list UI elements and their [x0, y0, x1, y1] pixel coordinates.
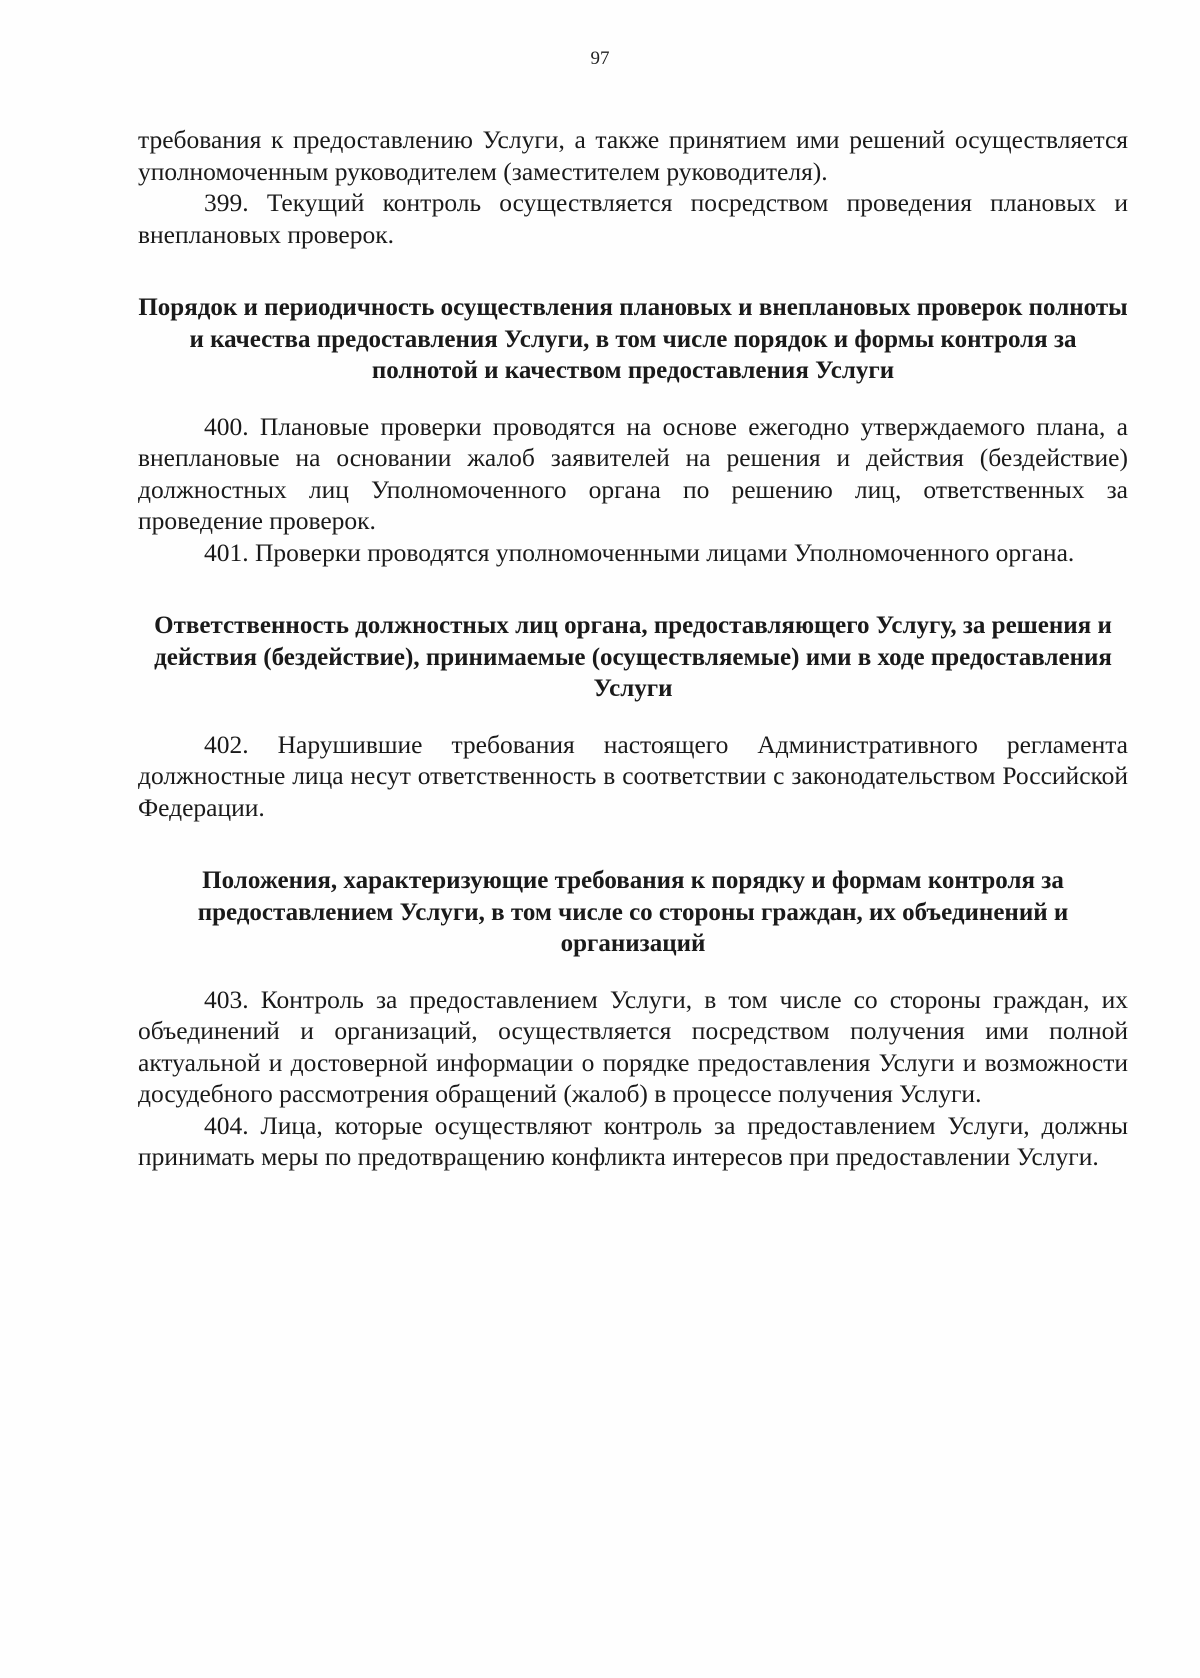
section-heading-inspections: Порядок и периодичность осуществления плановых и внеплановых проверок полноты и качества предоставления Услуги, в том числе порядок и формы контроля за полнотой и качеством предоставления Услуги: [138, 294, 1128, 384]
spacer: [138, 960, 1128, 984]
page-number: 97: [590, 48, 610, 69]
paragraph-402: 402. Нарушившие требования настоящего Административного регламента должностные лица несут ответственность в соответствии с законодательством Российской Федерации.: [138, 729, 1128, 822]
spacer: [138, 705, 1128, 729]
spacer: [138, 568, 1128, 610]
document-body: [138, 124, 1128, 1173]
paragraph-401: 401. Проверки проводятся уполномоченными лицами Уполномоченного органа.: [204, 537, 1075, 567]
spacer: [138, 250, 1128, 292]
paragraph-400: 400. Плановые проверки проводятся на основе ежегодно утверждаемого плана, а внеплановые на основании жалоб заявителей на решения и действия (бездействие) должностных лиц Уполномоченного органа по решению лиц, ответственных за проведение проверок.: [138, 411, 1128, 535]
section-heading-citizen-control: Положения, характеризующие требования к порядку и формам контроля за предоставлением Услуги, в том числе со стороны граждан, их объединений и организаций: [197, 867, 1069, 957]
paragraph-399: 399. Текущий контроль осуществляется посредством проведения плановых и внеплановых проверок.: [138, 188, 1128, 249]
spacer: [138, 387, 1128, 411]
paragraph-403: 403. Контроль за предоставлением Услуги, в том числе со стороны граждан, их объединений и организаций, осуществляется посредством получения ими полной актуальной и достоверной информации о порядке предоставления Услуги и возможности досудебного рассмотрения обращений (жалоб) в процессе получения Услуги.: [138, 984, 1128, 1108]
paragraph-continuation: требования к предоставлению Услуги, а также принятием ими решений осуществляется уполномоченным руководителем (заместителем руководителя).: [138, 125, 1128, 186]
paragraph-404: 404. Лица, которые осуществляют контроль за предоставлением Услуги, должны принимать меры по предотвращению конфликта интересов при предоставлении Услуги.: [138, 1110, 1128, 1171]
section-heading-responsibility: Ответственность должностных лиц органа, предоставляющего Услугу, за решения и действия (бездействие), принимаемые (осуществляемые) ими в ходе предоставления Услуги: [154, 612, 1112, 702]
spacer: [138, 823, 1128, 865]
